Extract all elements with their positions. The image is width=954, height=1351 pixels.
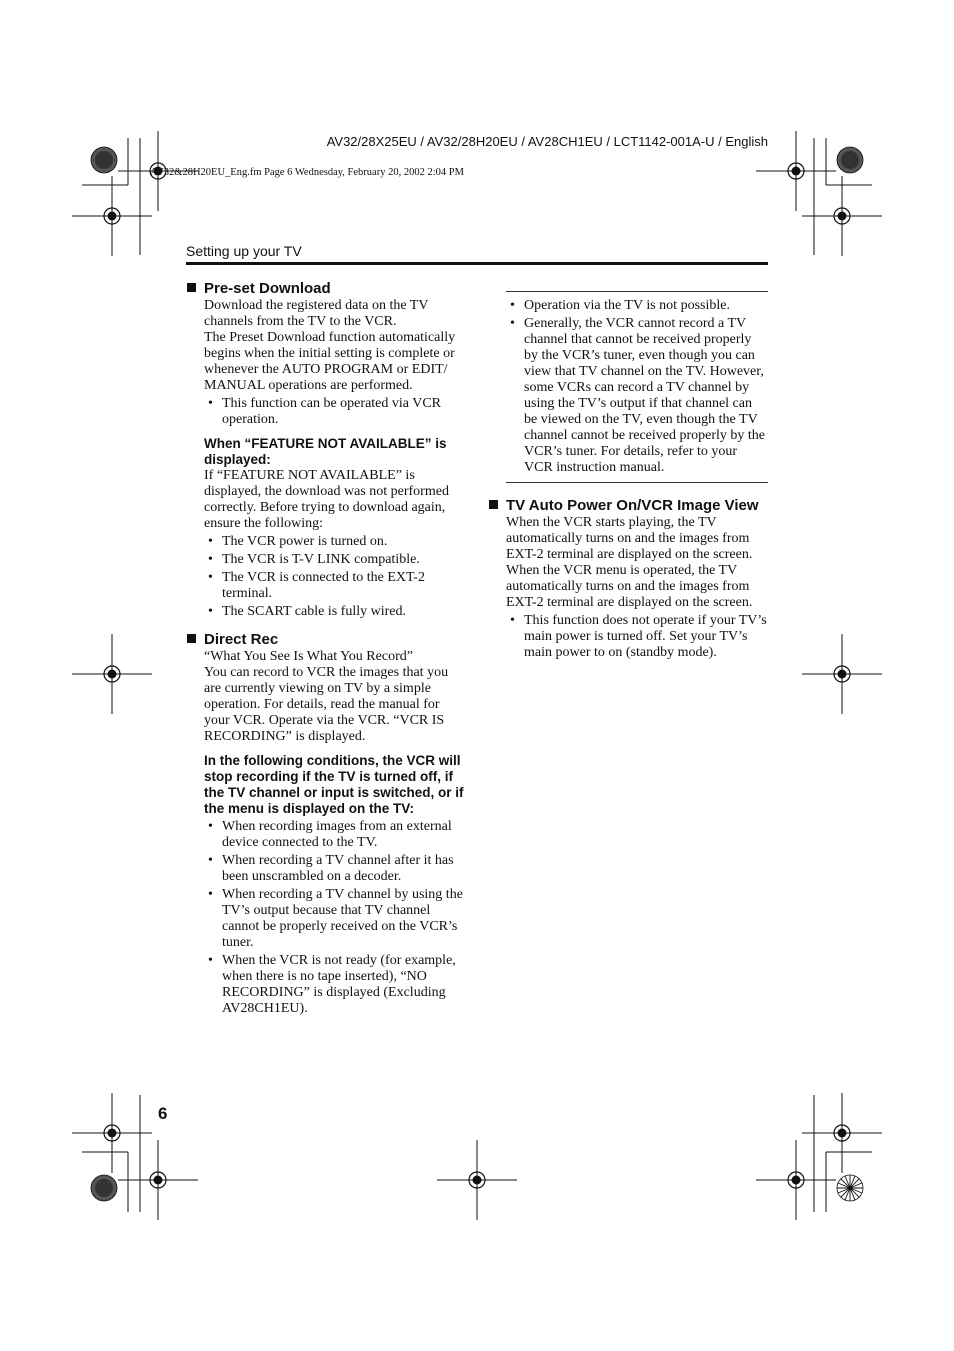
square-bullet-icon xyxy=(489,500,498,509)
note-bullets xyxy=(506,298,768,476)
list-item: • The VCR is connected to the EXT-2 terminal. xyxy=(204,570,466,602)
file-info: AV32&28H20EU_Eng.fm Page 6 Wednesday, February 20, 2002 2:04 PM xyxy=(150,167,464,178)
list-item: • Generally, the VCR cannot record a TV channel that cannot be received properly by the VCR’s tuner, even though you can view that TV channel on the TV. However, some VCRs can record a TV channel by using the TV’s output if that channel can be viewed on the TV, even though the TV channel cannot be received properly by the VCR’s tuner. For details, refer to your VCR instruction manual. xyxy=(506,316,768,476)
document-id: AV32/28X25EU / AV32/28H20EU / AV28CH1EU / LCT1142-001A-U / English xyxy=(326,134,768,149)
square-bullet-icon xyxy=(187,283,196,292)
list-item: • When recording a TV channel by using the TV’s output because that TV channel cannot be properly received on the VCR’s tuner. xyxy=(204,887,466,951)
auto-power-para-2: When the VCR menu is operated, the TV automatically turns on and the images from EXT-2 terminal are displayed on the screen. xyxy=(506,563,753,610)
feature-not-available-heading: When “FEATURE NOT AVAILABLE” is displayed: xyxy=(204,436,447,467)
list-item: • The VCR is T-V LINK compatible. xyxy=(204,552,466,568)
list-item: • When the VCR is not ready (for example, when there is no tape inserted), “NO RECORDING” is displayed (Excluding AV28CH1EU). xyxy=(204,953,466,1017)
square-bullet-icon xyxy=(187,634,196,643)
section-title: Setting up your TV xyxy=(186,243,302,259)
list-item: • When recording images from an external device connected to the TV. xyxy=(204,819,466,851)
direct-rec-para-2: You can record to VCR the images that you are currently viewing on TV by a simple operation. For details, read the manual for your VCR. Operate via the VCR. “VCR IS RECORDING” is displayed. xyxy=(204,665,449,744)
preset-download-para-1: Download the registered data on the TV channels from the TV to the VCR. xyxy=(204,298,429,329)
right-column xyxy=(488,280,768,663)
list-item: • The VCR power is turned on. xyxy=(204,534,466,550)
preset-download-heading: Pre-set Download xyxy=(186,280,466,297)
list-item: • This function does not operate if your TV’s main power is turned off. Set your TV’s main power to on (standby mode). xyxy=(506,613,768,661)
auto-power-bullets xyxy=(506,613,768,661)
list-item: • This function can be operated via VCR operation. xyxy=(204,396,466,428)
header-rule xyxy=(186,262,768,265)
auto-power-heading: TV Auto Power On/VCR Image View xyxy=(488,497,768,514)
direct-rec-heading: Direct Rec xyxy=(186,631,466,648)
left-column xyxy=(186,280,466,1019)
stop-recording-bullets xyxy=(204,819,466,1017)
page-number: 6 xyxy=(158,1104,168,1123)
preset-download-bullets xyxy=(204,396,466,428)
stop-recording-heading: In the following conditions, the VCR will stop recording if the TV is turned off, if the TV channel or input is switched, or if the menu is displayed on the TV: xyxy=(204,753,464,816)
note-box xyxy=(506,291,768,483)
list-item: • When recording a TV channel after it has been unscrambled on a decoder. xyxy=(204,853,466,885)
direct-rec-para-1: “What You See Is What You Record” xyxy=(204,649,413,664)
feature-not-available-para: If “FEATURE NOT AVAILABLE” is displayed, the download was not performed correctly. Before trying to download again, ensure the following: xyxy=(204,468,449,531)
list-item: • Operation via the TV is not possible. xyxy=(506,298,768,314)
list-item: • The SCART cable is fully wired. xyxy=(204,604,466,620)
preset-download-para-2: The Preset Download function automatically begins when the initial setting is complete or whenever the AUTO PROGRAM or EDIT/ MANUAL operations are performed. xyxy=(204,330,456,393)
feature-not-available-bullets xyxy=(204,534,466,620)
auto-power-para-1: When the VCR starts playing, the TV automatically turns on and the images from EXT-2 terminal are displayed on the screen. xyxy=(506,515,753,562)
